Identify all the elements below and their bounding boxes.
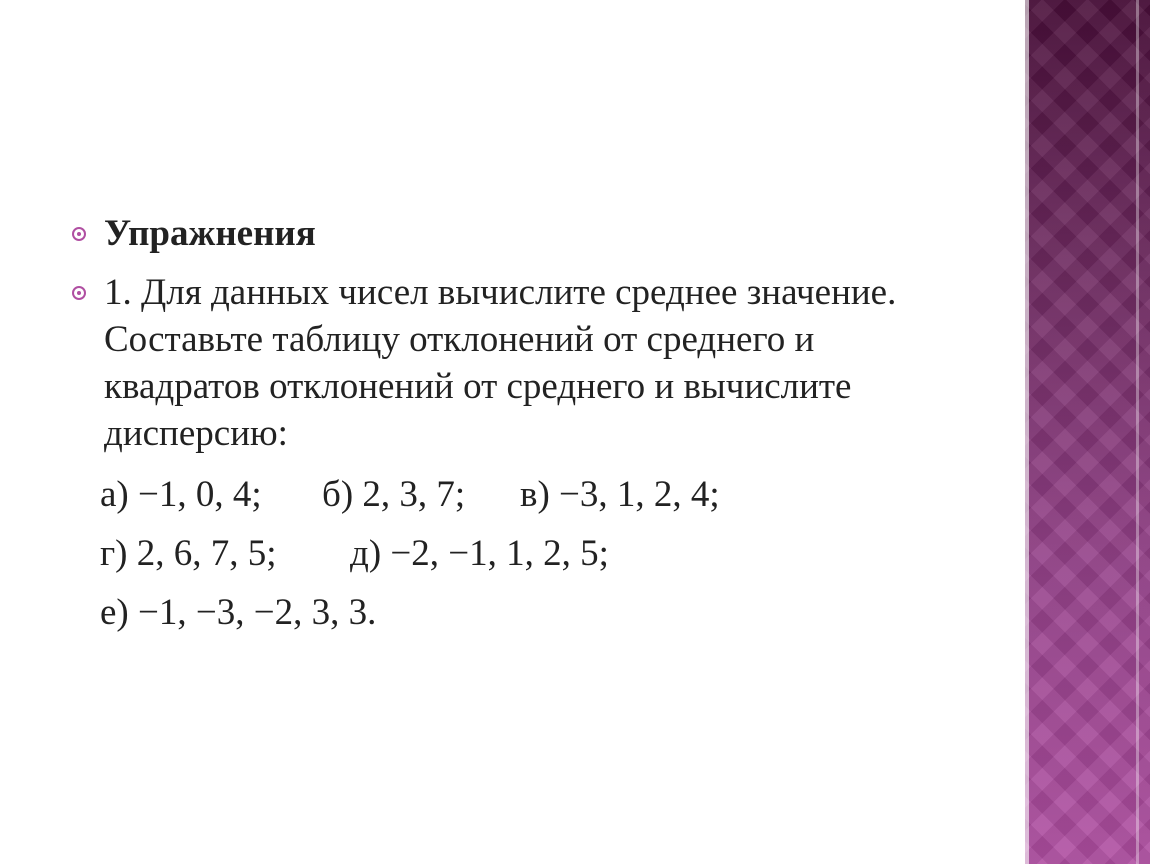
- task-text: 1. Для данных чисел вычислите среднее значение. Составьте таблицу отклонений от среднего и квадратов отклонений от среднего и вычислите дисперсию:: [104, 272, 897, 454]
- exercise-item-a: а) −1, 0, 4;: [100, 474, 262, 515]
- exercise-item-v: в) −3, 1, 2, 4;: [520, 474, 720, 515]
- slide-heading: Упражнения: [104, 213, 316, 254]
- circle-bullet-icon: [72, 286, 86, 300]
- slide-content: [72, 210, 972, 636]
- exercise-item-e: е) −1, −3, −2, 3, 3.: [100, 592, 377, 633]
- exercise-line-1: [100, 471, 972, 518]
- exercise-line-2: [100, 530, 972, 577]
- bullet-task: [72, 269, 972, 457]
- exercise-items: [72, 471, 972, 636]
- exercise-line-3: [100, 589, 972, 636]
- bullet-heading: [72, 210, 972, 257]
- exercise-item-d: д) −2, −1, 1, 2, 5;: [350, 533, 609, 574]
- side-panel-inner-edge: [1136, 0, 1139, 864]
- circle-bullet-icon: [72, 227, 86, 241]
- decorative-side-panel: [1025, 0, 1150, 864]
- exercise-item-b: б) 2, 3, 7;: [322, 474, 466, 515]
- exercise-item-g: г) 2, 6, 7, 5;: [100, 533, 277, 574]
- side-panel-edge: [1025, 0, 1029, 864]
